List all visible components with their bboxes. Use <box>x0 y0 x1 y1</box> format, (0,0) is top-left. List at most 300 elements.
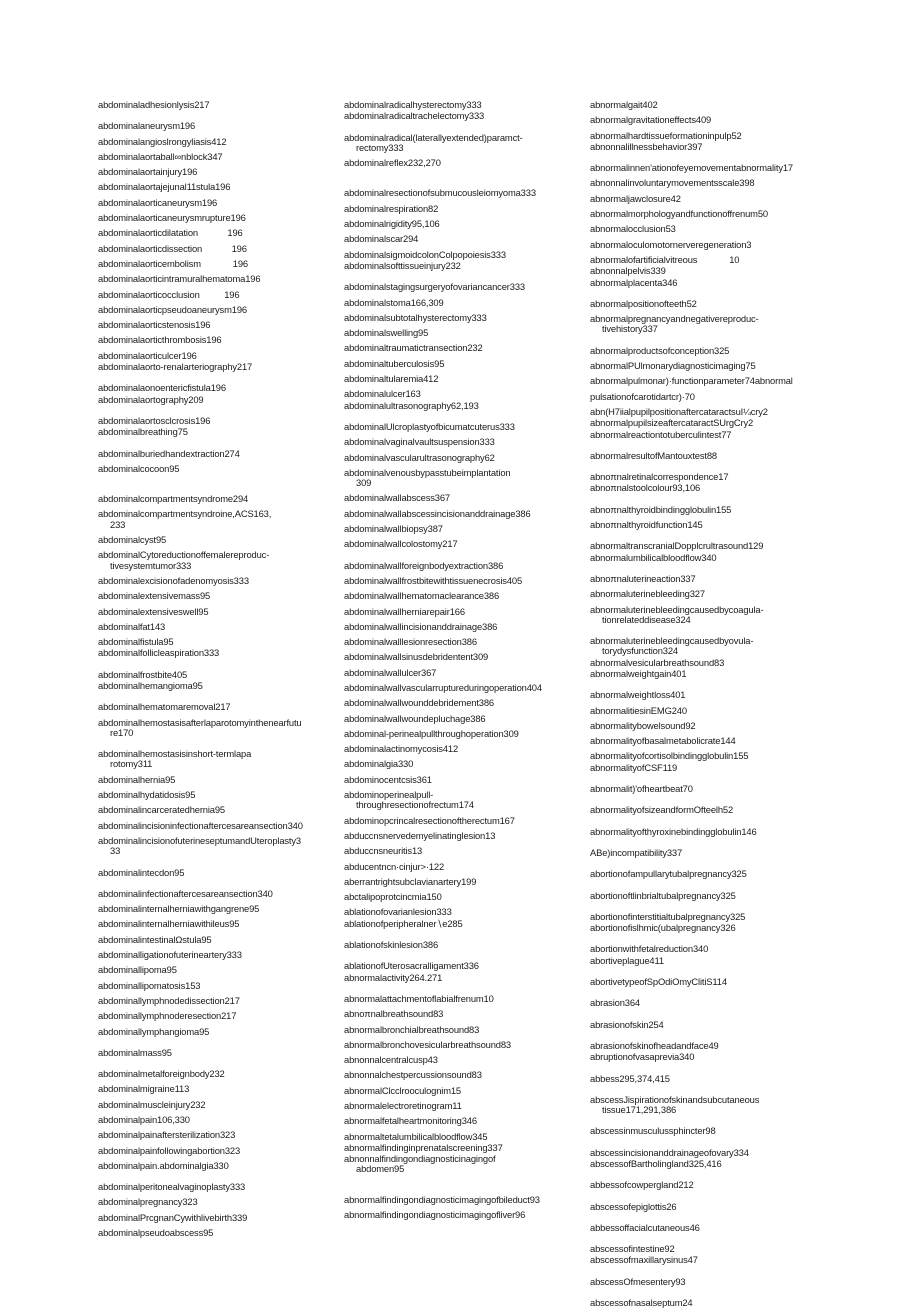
index-term: abctalipoprotcincmia150 <box>344 891 442 903</box>
index-entry <box>344 973 584 983</box>
index-entry <box>98 290 338 300</box>
index-term-continuation: tivehistory337 <box>602 323 658 335</box>
index-entry <box>98 351 338 361</box>
index-entry <box>344 111 584 121</box>
index-entry <box>344 1040 584 1050</box>
index-term: ablationofskinlesion386 <box>344 939 439 951</box>
index-entry <box>98 1027 338 1037</box>
index-term: abdominalulcer163 <box>344 388 421 400</box>
index-term: abdominallymphnodedissection217 <box>98 994 240 1006</box>
index-term-continuation: abdomen95 <box>356 1163 405 1175</box>
index-entry <box>98 1197 338 1207</box>
index-term: abdominaltuberculosis95 <box>344 357 445 369</box>
index-entry <box>98 395 338 405</box>
index-entry <box>590 178 830 188</box>
index-entry <box>98 681 338 691</box>
index-term: abscessJispirationofskinandsubcutaneous <box>590 1093 760 1105</box>
index-entry <box>98 965 338 975</box>
index-entry <box>98 449 338 459</box>
index-term: abscessOfmesentery93 <box>590 1275 686 1287</box>
index-entry <box>98 935 338 945</box>
index-term: abdominalaorticembolism 196 <box>98 257 248 269</box>
index-term: abnormalmorphologyandfunctionoffrenum50 <box>590 208 768 220</box>
index-term: abdominalincisioninfectionaftercesareansection340 <box>98 819 303 831</box>
index-entry <box>98 213 338 223</box>
index-term: abdominallipomatosis153 <box>98 979 201 991</box>
index-term: abdominalrespiration82 <box>344 202 439 214</box>
index-entry <box>344 729 584 739</box>
index-term: abnormaltetalumbilicalbloodflow345 <box>344 1130 488 1142</box>
index-term: abdominalaorticintramuralhematoma196 <box>98 273 261 285</box>
index-entry <box>344 591 584 601</box>
index-term: abscessinmusculussphincter98 <box>590 1125 716 1137</box>
index-term: abrasionofskin254 <box>590 1018 664 1030</box>
index-term: abnormaluterinebleedingcausedbyovula- <box>590 635 754 647</box>
index-entry <box>98 637 338 647</box>
index-term: abdominoperinealpull- <box>344 789 434 801</box>
index-entry <box>590 706 830 716</box>
index-term: abdominalvascularultrasonography62 <box>344 451 495 463</box>
index-term: abnormalumbilicalbloodflow340 <box>590 551 717 563</box>
index-entry <box>590 589 830 599</box>
index-entry <box>98 550 338 571</box>
index-term: abnormalocclusion53 <box>590 223 676 235</box>
index-term: abdominaltularemia412 <box>344 373 439 385</box>
index-term: abortionofinterstitialtubalpregnancy325 <box>590 910 746 922</box>
index-term: abdominalvaginalvaultsuspension333 <box>344 436 495 448</box>
index-term: abdominocentcsis361 <box>344 773 432 785</box>
index-term: abdominalintestinalΩstula95 <box>98 933 212 945</box>
index-term: abdominalwallcolostomy217 <box>344 538 458 550</box>
index-term: abdominalhemostasisinshort-termlapa <box>98 748 252 760</box>
index-entry <box>590 805 830 815</box>
index-entry <box>98 889 338 899</box>
index-entry <box>98 821 338 831</box>
index-entry <box>98 1115 338 1125</box>
index-term: abdominallymphangioma95 <box>98 1025 210 1037</box>
index-term: abdominalrigidity95,106 <box>344 218 440 230</box>
index-term: abdominalswelling95 <box>344 327 429 339</box>
index-entry <box>590 923 830 933</box>
index-term: abnormalhardtissueformationinpulp52 <box>590 129 742 141</box>
index-entry <box>98 1011 338 1021</box>
index-term: abnormalattachmentoflabialfrenum10 <box>344 992 494 1004</box>
index-entry <box>344 313 584 323</box>
index-term: abdominalincarceratedhernia95 <box>98 804 225 816</box>
index-entry <box>590 278 830 288</box>
index-term: abnormalitiesinEMG240 <box>590 704 687 716</box>
index-term: abnormaltranscranialDopplcrultrasound129 <box>590 540 764 552</box>
index-term: abnoπnalretinalcorrespondence17 <box>590 471 729 483</box>
index-term: abdominalinternalherniawithileus95 <box>98 918 240 930</box>
index-term: abdominalwallhematomaclearance386 <box>344 590 500 602</box>
index-term: abdominalhemostasisafterlaparotomyinthenearfutu <box>98 716 302 728</box>
index-term: abdominalwallabscess367 <box>344 492 450 504</box>
index-term: abbessofcowpergland212 <box>590 1179 694 1191</box>
index-entry <box>98 1228 338 1238</box>
index-term: abdominalstoma166,309 <box>344 296 444 308</box>
index-term: abdominalwallulcer367 <box>344 666 437 678</box>
index-entry <box>344 907 584 917</box>
index-term: abdominalfrostbite405 <box>98 668 188 680</box>
index-entry <box>98 702 338 712</box>
index-term: abdominalaorticocclusion 196 <box>98 288 240 300</box>
index-entry <box>590 100 830 110</box>
index-entry <box>590 553 830 563</box>
index-entry <box>98 259 338 269</box>
index-term: abdominopcrincalresectionoftherectum167 <box>344 814 515 826</box>
index-term: abdominalangioslrongyliasis412 <box>98 135 227 147</box>
index-term: abnormalgait402 <box>590 99 658 110</box>
index-entry <box>344 453 584 463</box>
index-entry <box>590 944 830 954</box>
index-entry <box>590 658 830 668</box>
index-term: abdominalwallbiopsy387 <box>344 523 443 535</box>
index-entry <box>590 574 830 584</box>
index-term: abdominallymphnoderesection217 <box>98 1010 237 1022</box>
index-term: abdominalvenousbypasstubeimplantation <box>344 466 511 478</box>
index-term: abnoπnalthyroidfunction145 <box>590 519 703 531</box>
index-term: abnormalfetalheartmonitoring346 <box>344 1115 477 1127</box>
index-term: abnormalofartificialvitreous 10 <box>590 253 740 265</box>
index-entry <box>590 1020 830 1030</box>
index-term: abnoπnalthyroidbindingglobulin155 <box>590 503 732 515</box>
index-entry <box>344 389 584 399</box>
index-term: abdominalaorticthrombosis196 <box>98 334 222 346</box>
index-entry <box>590 977 830 987</box>
index-entry <box>590 1298 830 1308</box>
index-entry <box>590 361 830 371</box>
index-entry <box>344 961 584 971</box>
index-term: abnormalpupilsizeaftercataractSUrgCry2 <box>590 417 754 429</box>
index-term: abortivetypeofSpOdiOmyClitiS114 <box>590 976 727 988</box>
index-entry <box>590 763 830 773</box>
index-entry <box>98 274 338 284</box>
index-entry <box>98 1146 338 1156</box>
index-term: abnormalpositionofteeth52 <box>590 297 697 309</box>
index-entry <box>590 736 830 746</box>
index-term: abnormalvesicularbreathsound83 <box>590 656 725 668</box>
index-entry <box>344 877 584 887</box>
index-term: abdominalwallfrostbitewithtissuenecrosis405 <box>344 574 523 586</box>
index-term: abdominalCytoreductionoffemalereproduc- <box>98 549 270 561</box>
index-entry <box>590 956 830 966</box>
index-entry <box>344 374 584 384</box>
index-term: abscessofepiglottis26 <box>590 1200 677 1212</box>
index-term: abdominalresectionofsubmucousleiomyoma333 <box>344 187 536 199</box>
index-entry <box>98 904 338 914</box>
index-term: abdominalbreathing75 <box>98 426 188 438</box>
index-entry <box>344 846 584 856</box>
index-term: abdominalwallwoundepluchage386 <box>344 712 486 724</box>
index-term: ablationofovarianlesion333 <box>344 906 452 918</box>
index-entry <box>344 100 584 110</box>
index-entry <box>344 422 584 432</box>
index-entry <box>98 416 338 426</box>
index-term: abnormalpulmonar)·functionparameter74abnormal <box>590 375 793 387</box>
index-term: abnormaljawclosure42 <box>590 192 681 204</box>
index-term: abnoπnalbreathsound83 <box>344 1008 444 1020</box>
index-entry <box>590 827 830 837</box>
index-entry <box>590 1180 830 1190</box>
index-term: abnormalbronchovesicularbreathsound83 <box>344 1038 511 1050</box>
index-entry <box>344 539 584 549</box>
index-term: abnormalplacenta346 <box>590 276 678 288</box>
index-entry <box>98 790 338 800</box>
index-entry <box>590 1159 830 1169</box>
index-term: abdominalpain.abdominalgia330 <box>98 1159 229 1171</box>
index-entry <box>98 1161 338 1171</box>
index-entry <box>98 362 338 372</box>
index-entry <box>344 759 584 769</box>
index-entry <box>98 919 338 929</box>
index-term: abnormalfindinginprenatalscreening337 <box>344 1141 503 1153</box>
index-term: ablationofUterosacralligament336 <box>344 960 479 972</box>
index-term: abdominallipoma95 <box>98 964 177 976</box>
index-term: abdominalactinomycosis412 <box>344 743 459 755</box>
index-term: abdominalwallforeignbodyextraction386 <box>344 559 504 571</box>
index-entry <box>98 383 338 393</box>
index-term: abdominalreflex232,270 <box>344 157 441 169</box>
index-term-continuation: 309 <box>356 477 372 489</box>
index-entry <box>98 1213 338 1223</box>
index-term: abdominalgia330 <box>344 758 414 770</box>
index-term: abnormaluterinebleedingcausedbycoagula- <box>590 603 764 615</box>
index-entry <box>590 1148 830 1158</box>
index-entry <box>344 282 584 292</box>
index-term: abdominalaorticdissection 196 <box>98 242 247 254</box>
index-term: abdominalextensiveswell95 <box>98 605 209 617</box>
index-entry <box>590 784 830 794</box>
index-entry <box>344 509 584 519</box>
index-term: abnormalproductsofconception325 <box>590 344 730 356</box>
index-term-continuation: torydysfunction324 <box>602 645 678 657</box>
index-term: abdominalPrcgnanCywithlivebirth339 <box>98 1211 248 1223</box>
index-term: abdominalburiedhandextraction274 <box>98 447 240 459</box>
index-entry <box>98 996 338 1006</box>
index-entry <box>590 209 830 219</box>
index-term: abnormalpregnancyandnegativereproduc- <box>590 313 759 325</box>
index-term: abdominalaorticaneurysm196 <box>98 196 218 208</box>
index-entry <box>590 848 830 858</box>
index-entry <box>344 261 584 271</box>
index-entry <box>344 219 584 229</box>
index-entry <box>590 669 830 679</box>
index-term: abnonnalinvoluntarymovementsscale398 <box>590 177 755 189</box>
index-entry <box>590 299 830 309</box>
index-entry <box>98 1048 338 1058</box>
index-entry <box>344 401 584 411</box>
index-term: abdominalincisionofuterineseptumandUteroplasty3 <box>98 834 301 846</box>
index-entry <box>590 1052 830 1062</box>
index-entry <box>98 167 338 177</box>
index-entry <box>344 1132 584 1142</box>
index-term: abdominalligationofuterineartery333 <box>98 949 242 961</box>
index-entry <box>98 244 338 254</box>
index-term: abnormaloculomotornerveregeneration3 <box>590 238 752 250</box>
index-term: abdominalradicalhysterectomy333 <box>344 99 482 110</box>
index-term: abdominalUlcroplastyofbicumatcuterus333 <box>344 420 515 432</box>
index-term: abdominalexcisionofadenomyosis333 <box>98 574 249 586</box>
index-entry <box>98 121 338 131</box>
index-term: abdominalaortainjury196 <box>98 166 198 178</box>
index-entry <box>590 869 830 879</box>
index-term: abdominalhydatidosis95 <box>98 789 196 801</box>
index-entry <box>98 576 338 586</box>
index-term: abdominalwallsinusdebridentent309 <box>344 651 489 663</box>
index-term: abdominalaortography209 <box>98 393 204 405</box>
index-term-continuation: 33 <box>110 845 121 857</box>
index-term-continuation: 233 <box>110 518 126 530</box>
index-term: abnormalitybowelsound92 <box>590 719 696 731</box>
index-entry <box>590 194 830 204</box>
index-term: abdominalwallherniarepair166 <box>344 605 465 617</box>
index-entry <box>590 451 830 461</box>
index-term: abducentncn·cinjur>·122 <box>344 860 445 872</box>
index-entry <box>98 648 338 658</box>
index-entry <box>590 142 830 152</box>
index-term: abortionofislhmic(ubalpregnancy326 <box>590 922 736 934</box>
index-entry <box>590 1095 830 1116</box>
index-term: abnormalinnen'ationofeyemovementabnormality17 <box>590 162 793 174</box>
index-term: abnoπnalstoolcolour93,106 <box>590 482 701 494</box>
index-term: abdominalperitonealvaginoplasty333 <box>98 1181 246 1193</box>
index-entry <box>344 816 584 826</box>
index-term: abdominalpseudoabscess95 <box>98 1227 214 1239</box>
index-entry <box>590 751 830 761</box>
index-entry <box>590 520 830 530</box>
index-entry <box>590 255 830 265</box>
index-entry <box>344 1195 584 1205</box>
index-term: abdominalcompartmentsyndroine,ACS163, <box>98 508 272 520</box>
index-term: abnonnalfindingondiagnosticinagingof <box>344 1153 496 1165</box>
index-entry <box>590 115 830 125</box>
index-entry <box>344 524 584 534</box>
index-entry <box>98 1130 338 1140</box>
index-entry <box>590 407 830 417</box>
index-entry <box>98 749 338 770</box>
index-term: abnoπnaluterineaction337 <box>590 572 696 584</box>
index-term: abdominalpainfollowingabortion323 <box>98 1144 241 1156</box>
index-term: abdominalinternalherniawithgangrene95 <box>98 903 260 915</box>
index-term: abdominalsigmoidcolonColpopoiesis333 <box>344 248 506 260</box>
index-entry <box>344 892 584 902</box>
index-entry <box>98 228 338 238</box>
index-term: abbessoffacialcutaneous46 <box>590 1221 700 1233</box>
index-entry <box>590 1202 830 1212</box>
index-entry <box>590 1041 830 1051</box>
index-term: abdominalaorticaneurysmrupture196 <box>98 212 246 224</box>
index-term: abnormalityofCSF119 <box>590 761 678 773</box>
index-term: abdominaladhesionlysis217 <box>98 99 210 110</box>
index-entry <box>590 1244 830 1254</box>
index-entry <box>344 607 584 617</box>
index-entry <box>98 836 338 857</box>
index-column-1 <box>98 100 338 1238</box>
index-entry <box>98 607 338 617</box>
index-entry <box>590 346 830 356</box>
index-entry <box>344 1154 584 1175</box>
index-entry <box>98 805 338 815</box>
index-term: abdominalfistula95 <box>98 636 174 648</box>
index-entry <box>590 1277 830 1287</box>
index-entry <box>590 721 830 731</box>
index-term: abdominalwalllesionresection386 <box>344 636 477 648</box>
index-entry <box>98 775 338 785</box>
index-term: abnonnalillnessbehavior397 <box>590 140 703 152</box>
index-term: abdominalaortaball∞nblock347 <box>98 150 223 162</box>
index-entry <box>590 483 830 493</box>
index-entry <box>344 744 584 754</box>
index-entry <box>98 464 338 474</box>
index-term: abdominalaonoentericfistula196 <box>98 382 226 394</box>
index-entry <box>590 912 830 922</box>
index-entry <box>98 137 338 147</box>
index-term: abdominalaorticstenosis196 <box>98 319 211 331</box>
index-term: abnormalit)'ofheartbeat70 <box>590 783 693 795</box>
index-entry <box>98 1100 338 1110</box>
index-term: abnormalClcclrooculognim15 <box>344 1084 461 1096</box>
index-entry <box>590 1223 830 1233</box>
index-entry <box>344 698 584 708</box>
index-column-3 <box>590 100 830 1308</box>
index-entry <box>98 509 338 530</box>
index-entry <box>98 427 338 437</box>
index-term: abdominalwallvascularruptureduringoperation404 <box>344 681 542 693</box>
index-entry <box>98 335 338 345</box>
index-entry <box>590 605 830 626</box>
index-entry <box>98 152 338 162</box>
index-entry <box>98 100 338 110</box>
index-term: abnormalreactiontotuberculintest77 <box>590 428 732 440</box>
index-term-continuation: throughresectionofrectum174 <box>356 799 474 811</box>
index-entry <box>344 298 584 308</box>
index-term: abnormalfindingondiagnosticimagingofbileduct93 <box>344 1193 540 1205</box>
index-entry <box>98 198 338 208</box>
index-term: abnormalgravitationeffects409 <box>590 114 712 126</box>
index-term-continuation: rectomy333 <box>356 141 404 153</box>
index-entry <box>344 1055 584 1065</box>
index-entry <box>344 468 584 489</box>
index-term: abnormaluterinebleeding327 <box>590 588 705 600</box>
index-entry <box>344 561 584 571</box>
index-term: ablationofperipheralner∖e285 <box>344 917 463 929</box>
index-term: abdominalextensivemass95 <box>98 590 211 602</box>
index-term-continuation: re170 <box>110 726 134 738</box>
index-term: abnormalityofbasalmetabolicrate144 <box>590 735 736 747</box>
index-entry <box>98 950 338 960</box>
index-entry <box>344 652 584 662</box>
index-term: abdominalaortosclcrosis196 <box>98 414 211 426</box>
index-entry <box>344 994 584 1004</box>
index-term: abnonnalpelvis339 <box>590 265 666 277</box>
index-entry <box>344 188 584 198</box>
index-entry <box>590 505 830 515</box>
index-entry <box>344 1143 584 1153</box>
index-term: abrasion364 <box>590 997 640 1009</box>
index-term: abnormalweightgain401 <box>590 667 687 679</box>
index-entry <box>590 314 830 335</box>
index-entry <box>344 683 584 693</box>
index-entry <box>344 1025 584 1035</box>
index-entry <box>344 714 584 724</box>
index-term: abrasionofskinofheadandface49 <box>590 1039 719 1051</box>
index-term: ABe)incompatibility337 <box>590 846 683 858</box>
index-term: abnonnalcentralcusp43 <box>344 1054 438 1066</box>
index-term: abdominalpain106,330 <box>98 1114 190 1125</box>
index-entry <box>590 430 830 440</box>
index-term: abdominalpainaftersterilization323 <box>98 1129 236 1141</box>
